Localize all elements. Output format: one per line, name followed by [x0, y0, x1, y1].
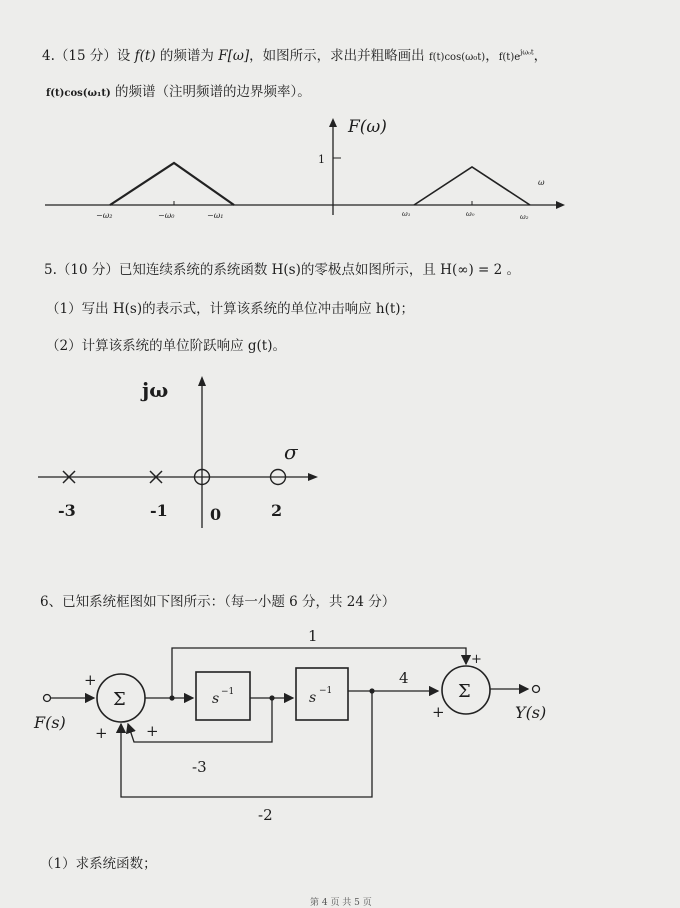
spectrum-triangle-left: [110, 163, 234, 205]
spectrum-triangle-right: [414, 167, 530, 205]
q4-f-of-t: f(t): [134, 48, 156, 64]
int1-s: s: [212, 691, 220, 707]
zero-marker-0: [195, 470, 210, 485]
sum1-symbol: Σ: [113, 689, 126, 710]
int1-exp: −1: [221, 687, 235, 697]
q4-end: ，: [533, 48, 548, 64]
input-terminal: [44, 695, 51, 702]
tick-label-neg-w2: −ω₂: [96, 211, 113, 220]
spectrum-title: F(ω): [348, 117, 387, 137]
integrator-block-2: [296, 668, 348, 720]
spectrum-x-arrow: [556, 201, 565, 209]
pz-sigma-arrow: [308, 473, 318, 481]
q4-expr3: f(t)cos(ω₁t): [46, 88, 111, 99]
q4-F-omega: F[ω]: [218, 48, 250, 64]
q4-line2: [46, 80, 311, 100]
summing-junction-2: [442, 666, 490, 714]
tick-label-pos-w0: ω₀: [466, 210, 475, 218]
node-c: [369, 688, 374, 693]
q5-part1: （1）写出 H(s)的表示式，计算该系统的单位冲击响应 h(t)；: [46, 301, 415, 317]
q4-expr1: f(t)cos(ω₀t): [428, 52, 486, 63]
zero-marker-2: [271, 470, 286, 485]
sum2-plus-top: +: [471, 652, 482, 667]
q4-prefix: 4.（15 分）设: [42, 48, 135, 64]
spectrum-axis-label: ω: [538, 178, 545, 187]
sum2-symbol: Σ: [458, 681, 471, 702]
pz-tick-minus-1: -1: [150, 501, 168, 520]
q4-sep: ，: [485, 48, 499, 64]
sum1-plus-fb1: +: [146, 722, 159, 740]
input-label: F(s): [34, 713, 66, 732]
feedback-path-minus-3: [128, 698, 272, 742]
gain-fb2-label: -2: [258, 806, 273, 824]
node-a: [169, 695, 174, 700]
sum1-plus-input: +: [84, 671, 97, 689]
feedforward-path-1: [172, 648, 466, 698]
pole-marker-minus-3: [63, 471, 75, 483]
q4-line2-text: 的频谱（注明频谱的边界频率）。: [110, 84, 311, 100]
gain-top-label: 1: [308, 627, 318, 645]
q4-expr2-sup: jω₀t: [520, 48, 534, 57]
node-b: [269, 695, 274, 700]
pz-tick-0: 0: [210, 505, 222, 524]
pz-tick-2: 2: [271, 501, 283, 520]
tick-label-pos-w1: ω₁: [402, 210, 411, 218]
tick-label-neg-w0: −ω₀: [158, 211, 175, 220]
int2-exp: −1: [319, 686, 333, 696]
q4-text-c: ，如图所示，求出并粗略画出: [249, 48, 429, 64]
pz-tick-minus-3: -3: [58, 501, 76, 520]
q5-line1: 5.（10 分）已知连续系统的系统函数 H(s)的零极点如图所示，且 H(∞) = 2 。: [44, 262, 520, 278]
output-label: Y(s): [515, 703, 547, 722]
pz-jw-label: jω: [142, 378, 169, 402]
q4-line1: [42, 44, 547, 64]
sum1-plus-fb2: +: [95, 724, 108, 742]
spectrum-y-tick-label: 1: [318, 153, 325, 166]
int2-s: s: [309, 690, 317, 706]
page-footer: 第 4 页 共 5 页: [310, 898, 372, 908]
q6-line1: 6、已知系统框图如下图所示：（每一小题 6 分，共 24 分）: [40, 594, 396, 610]
tick-label-pos-w2: ω₂: [520, 213, 529, 221]
sum2-plus-forward: +: [432, 703, 445, 721]
gain-forward-label: 4: [399, 669, 409, 687]
q6-part1: （1）求系统函数；: [40, 856, 157, 872]
q4-expr2: f(t)e: [498, 52, 521, 63]
pz-jw-arrow: [198, 376, 206, 386]
q4-text-b: 的频谱为: [155, 48, 219, 64]
summing-junction-1: [97, 674, 145, 722]
q5-part2: （2）计算该系统的单位阶跃响应 g(t)。: [46, 338, 286, 354]
output-terminal: [533, 686, 540, 693]
pz-sigma-label: σ: [284, 440, 298, 464]
pole-marker-minus-1: [150, 471, 162, 483]
spectrum-y-arrow: [329, 118, 337, 127]
gain-fb1-label: -3: [192, 758, 207, 776]
tick-label-neg-w1: −ω₁: [207, 211, 224, 220]
feedback-path-minus-2: [121, 691, 372, 797]
integrator-block-1: [196, 672, 250, 720]
